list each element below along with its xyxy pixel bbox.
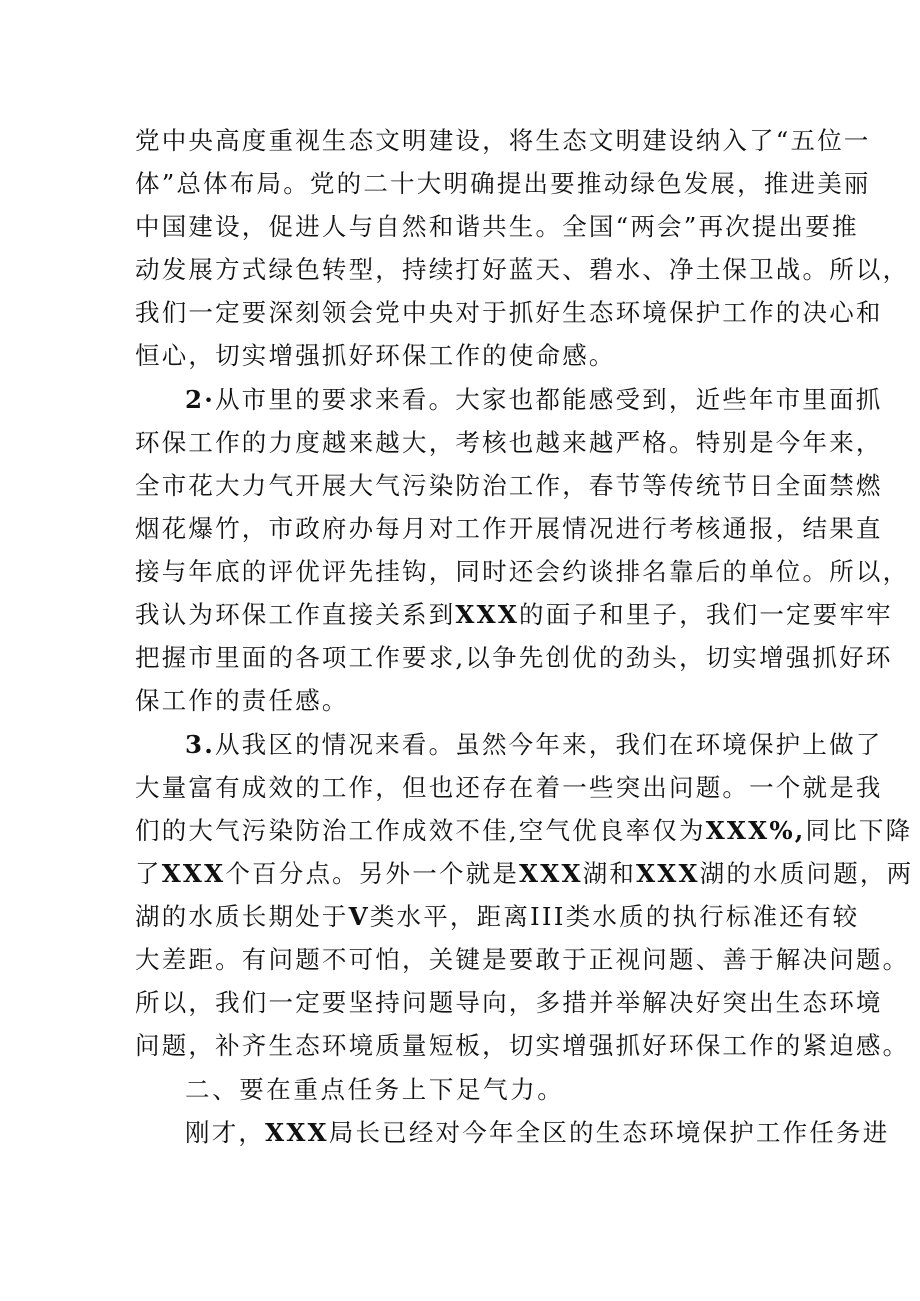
line-text: 从市里的要求来看。大家也都能感受到，近些年市里面抓	[214, 385, 883, 414]
line-text: 局长已经对今年全区的生态环境保护工作任务进	[328, 1118, 890, 1147]
text-line-22	[135, 1029, 910, 1063]
text-line-4	[135, 253, 910, 287]
line-text: 把握市里面的各项工作要求,以争先创优的劲头，切实增强抓好环	[135, 643, 893, 672]
placeholder-xxx: XXX	[265, 1118, 329, 1147]
text-line-1	[135, 124, 871, 158]
text-line-6	[135, 339, 795, 373]
section-heading	[185, 1073, 795, 1107]
line-text: 所以，我们一定要坚持问题导向，多措并举解决好突出生态环境	[135, 988, 883, 1017]
line-text: 们的大气污染防治工作成效不佳,空气优良率仅为	[135, 816, 706, 845]
placeholder-xxx: XXX	[519, 859, 583, 888]
line-text: 类水平，距离	[369, 902, 531, 931]
list-marker-2: 2·	[185, 385, 215, 414]
line-text: 体”总体布局。党的二十大明确提出要推动绿色发展，推进美丽	[135, 169, 871, 198]
item-3-first-line	[185, 728, 883, 762]
line-text: 我认为环保工作直接关系到	[135, 600, 456, 629]
line-text: 动发展方式绿色转型，持续打好蓝天、碧水、净土保卫战。所以，	[135, 255, 910, 284]
line-text: 湖和	[582, 859, 637, 888]
line-text: 保工作的责任感。	[135, 686, 349, 715]
text-line-16	[135, 771, 883, 805]
line-text: 个百分点。另外一个就是	[225, 859, 520, 888]
text-line-12	[135, 598, 893, 632]
text-line-10	[135, 512, 883, 546]
line-text: 恒心，切实增强抓好环保工作的使命感。	[135, 341, 616, 370]
line-text: 类水质的执行标准还有较	[565, 902, 860, 931]
text-line-14	[135, 684, 795, 718]
placeholder-xxx: XXX	[636, 859, 700, 888]
placeholder-xxx: XXX	[455, 600, 520, 629]
text-line-8	[135, 426, 883, 460]
line-text: 接与年底的评优评先挂钩，同时还会约谈排名靠后的单位。所以，	[135, 557, 910, 586]
line-text: 的面子和里子，我们一定要牢牢	[519, 600, 893, 629]
placeholder-xxx-percent: XXX%,	[705, 816, 806, 845]
roman-numeral-iii: III	[530, 902, 566, 931]
line-text: 从我区的情况来看。虽然今年来，我们在环境保护上做了	[214, 730, 883, 759]
text-line-20	[135, 943, 910, 977]
line-text: 环保工作的力度越来越大，考核也越来越严格。特别是今年来，	[135, 428, 883, 457]
line-text: 我们一定要深刻领会党中央对于抓好生态环境保护工作的决心和	[135, 298, 883, 327]
line-text: 大差距。有问题不可怕，关键是要敢于正视问题、善于解决问题。	[135, 945, 910, 974]
list-marker-3: 3.	[185, 730, 215, 759]
line-text: 党中央高度重视生态文明建设，将生态文明建设纳入了“五位一	[135, 126, 871, 155]
text-line-24	[185, 1116, 890, 1150]
text-line-2	[135, 167, 871, 201]
text-line-21	[135, 986, 883, 1020]
text-line-13	[135, 641, 893, 675]
line-text: 烟花爆竹，市政府办每月对工作开展情况进行考核通报，结果直	[135, 514, 883, 543]
text-line-5	[135, 296, 883, 330]
item-2-first-line	[185, 383, 883, 417]
text-line-9	[135, 469, 883, 503]
text-line-18	[135, 857, 914, 891]
text-line-11	[135, 555, 910, 589]
line-text: 中国建设，促进人与自然和谐共生。全国“两会”再次提出要推	[135, 212, 859, 241]
placeholder-xxx: XXX	[161, 859, 226, 888]
line-text: 湖的水质长期处于	[135, 902, 349, 931]
line-text: 问题，补齐生态环境质量短板，切实增强抓好环保工作的紧迫感。	[135, 1031, 910, 1060]
text-line-3	[135, 210, 859, 244]
line-text: 了	[135, 859, 162, 888]
line-text: 湖的水质问题，两	[699, 859, 914, 888]
text-line-17	[135, 814, 913, 848]
text-line-19	[135, 900, 860, 934]
line-text: 大量富有成效的工作，但也还存在着一些突出问题。一个就是我	[135, 773, 883, 802]
line-text: 刚才，	[185, 1118, 266, 1147]
heading-text: 二、要在重点任务上下足气力。	[185, 1075, 565, 1104]
roman-numeral-v: V	[348, 902, 370, 931]
line-text: 全市花大力气开展大气污染防治工作，春节等传统节日全面禁燃	[135, 471, 883, 500]
line-text: 同比下降	[805, 816, 913, 845]
